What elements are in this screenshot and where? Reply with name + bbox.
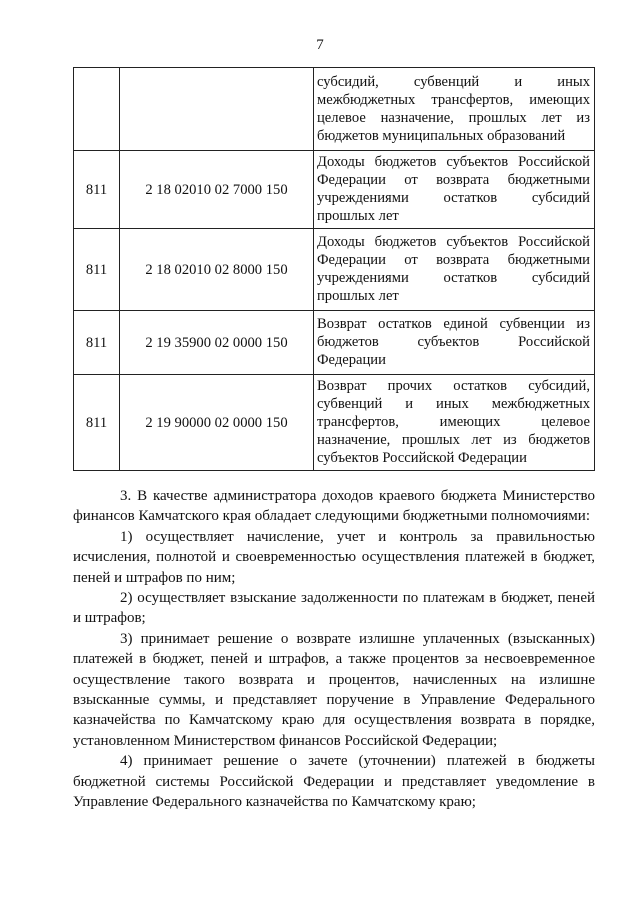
paragraph: 1) осуществляет начисление, учет и контроль за правильностью исчисления, полнотой и своевременностью осуществления платежей в бюджет, пеней и штрафов по ним;: [73, 528, 595, 586]
revenue-name-line: прошлых лет: [317, 288, 399, 304]
revenue-name-line: Возврат прочих остатков субсидий,: [317, 378, 590, 394]
revenue-code-cell: 2 19 90000 02 0000 150: [120, 375, 314, 471]
table-row: [74, 311, 595, 375]
table-row: [74, 375, 595, 471]
table-row: [74, 68, 595, 151]
revenue-name-cell: [314, 375, 595, 471]
revenue-name-line: субсидий, субвенций и иных: [317, 73, 590, 90]
admin-code-cell: 811: [74, 311, 120, 375]
revenue-name-line: субвенций и иных межбюджетных: [317, 396, 590, 412]
body-text: [73, 486, 595, 813]
table-row: [74, 229, 595, 311]
revenue-name-line: трансфертов, имеющих целевое: [317, 414, 590, 430]
revenue-code-cell: 2 19 35900 02 0000 150: [120, 311, 314, 375]
revenue-name-line: прошлых лет: [317, 208, 399, 224]
revenue-name-cell: [314, 151, 595, 229]
revenue-name-cell: [314, 311, 595, 375]
revenue-name-line: назначение, прошлых лет из бюджетов: [317, 432, 590, 448]
revenue-name-line: Доходы бюджетов субъектов Российской: [317, 234, 590, 250]
revenue-code-cell: 2 18 02010 02 8000 150: [120, 229, 314, 311]
revenue-name-line: Федерации от возврата бюджетными: [317, 172, 590, 188]
revenue-code-cell: 2 18 02010 02 7000 150: [120, 151, 314, 229]
revenue-name-cell: [314, 68, 595, 151]
revenue-name-line: бюджетов муниципальных образований: [317, 127, 566, 144]
revenue-name-line: Возврат остатков единой субвенции из: [317, 316, 590, 332]
page-number: 7: [316, 37, 324, 53]
revenue-name-line: Федерации от возврата бюджетными: [317, 252, 590, 268]
admin-code-cell: 811: [74, 375, 120, 471]
revenue-name-line: бюджетов субъектов Российской: [317, 334, 590, 350]
admin-code-cell: 811: [74, 229, 120, 311]
table-row: [74, 151, 595, 229]
revenue-name-line: учреждениями остатков субсидий: [317, 190, 590, 206]
revenue-name-line: Доходы бюджетов субъектов Российской: [317, 154, 590, 170]
revenue-name-line: целевое назначение, прошлых лет из: [317, 109, 590, 126]
admin-code-cell: [74, 68, 120, 151]
revenue-name-line: Федерации: [317, 352, 386, 368]
revenue-name-line: учреждениями остатков субсидий: [317, 270, 590, 286]
table-body: [74, 68, 595, 471]
revenue-name-cell: [314, 229, 595, 311]
paragraph: 4) принимает решение о зачете (уточнении) платежей в бюджеты бюджетной системы Российской Федерации и представляет уведомление в Управление Федерального казначейства по Камчатскому краю;: [73, 753, 595, 811]
revenue-name-line: межбюджетных трансфертов, имеющих: [317, 91, 590, 108]
revenue-codes-table: [73, 67, 595, 471]
paragraph: 3. В качестве администратора доходов краевого бюджета Министерство финансов Камчатского края обладает следующими бюджетными полномочиями:: [73, 488, 595, 525]
paragraph: 3) принимает решение о возврате излишне уплаченных (взысканных) платежей в бюджет, пеней и штрафов, а также процентов за несвоевременное осуществление такого возврата и процентов, начисленных на излишне взысканные суммы, и представляет поручение в Управление Федерального казначейства по Камчатскому краю для осуществления возврата в порядке, установленном Министерством финансов Российской Федерации;: [73, 630, 595, 749]
revenue-name-line: субъектов Российской Федерации: [317, 450, 527, 466]
admin-code-cell: 811: [74, 151, 120, 229]
revenue-code-cell: [120, 68, 314, 151]
paragraph: 2) осуществляет взыскание задолженности по платежам в бюджет, пеней и штрафов;: [73, 590, 595, 627]
